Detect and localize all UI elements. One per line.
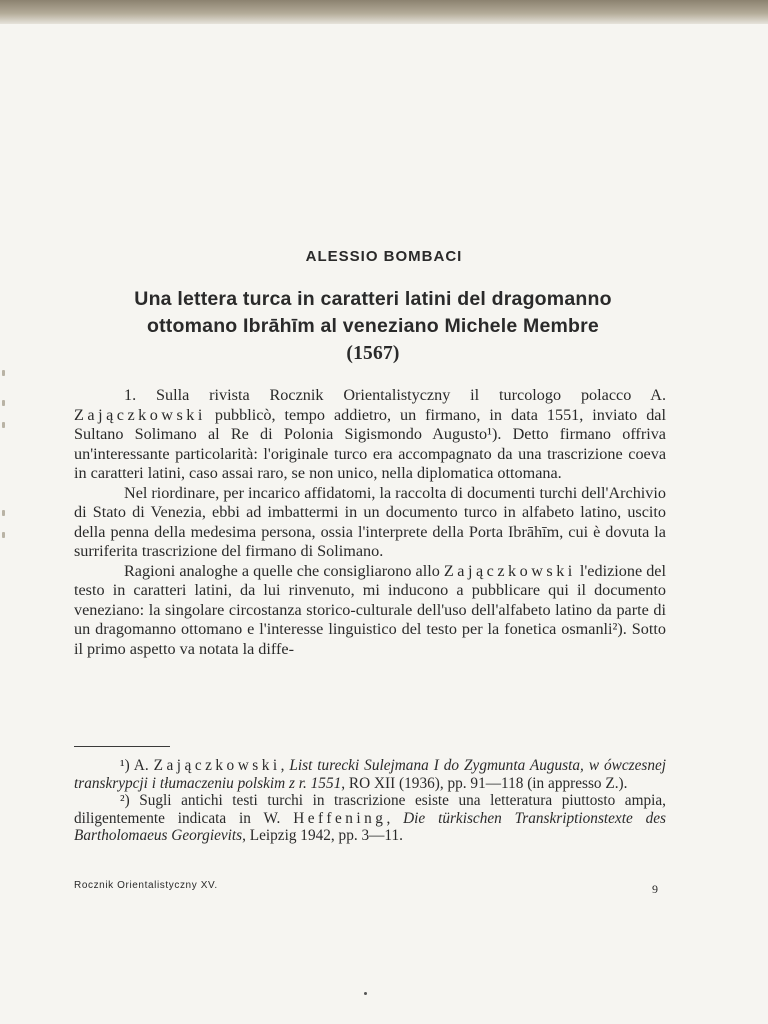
paragraph-2: Nel riordinare, per incarico affidatomi, la raccolta di documenti turchi dell'Archivio di Stato di Venezia, ebbi ad imbattermi in un documento turco in alfabeto latino, uscito della penna della medesima persona, ossia l'interprete della Porta Ibrāhīm, cui è dovuta la surriferita trascrizione del firmano di Solimano.	[74, 483, 666, 560]
paragraph-1	[74, 386, 666, 484]
footnote-2-text: ²) Sugli antichi testi turchi in trascrizione esiste una letteratura piuttosto ampia, diligentemente indicata in W.	[74, 792, 666, 827]
author-name-spaced: Zajączkowski	[443, 561, 576, 580]
article-title	[76, 286, 670, 367]
footnote-1-ref: , RO XII (1936), pp. 91—118 (in appresso Z.).	[341, 774, 628, 792]
title-year: (1567)	[346, 343, 400, 364]
footnote-2	[74, 792, 666, 845]
footnote-rule	[74, 746, 170, 747]
page-number: 9	[652, 882, 658, 896]
title-line-1: Una lettera turca in caratteri latini del dragomanno	[134, 288, 612, 310]
footnote-1-author: Zajączkowski	[153, 757, 281, 774]
paragraph-1-end: pubblicò, tempo addietro, un firmano, in data 1551, inviato dal Sultano Solimano al Re di Polonia Sigismondo Augusto¹). Detto firmano offriva un'interessante particolarità: l'originale turco era accompagnato da una trascrizione coeva in caratteri latini, caso assai raro, se non unico, nella diplomatica ottomana.	[74, 405, 666, 482]
paragraph-1-start: 1. Sulla rivista Rocznik Orientalistyczny il turcologo polacco A.	[124, 386, 666, 404]
footnote-1-sep: ,	[280, 757, 290, 774]
footnote-2-ref: , Leipzig 1942, pp. 3—11.	[242, 827, 403, 844]
paragraph-3-end: l'edizione del testo in caratteri latini, da lui rinvenuto, mi inducono a pubblicare qui il documento veneziano: la singolare circostanza storico-culturale dell'uso dell'alfabeto latino da parte di un dragomanno ottomano e l'interesse linguistico del testo per la fonetica osmanli²). Sotto il primo aspetto va notata la diffe-	[74, 561, 666, 658]
footnote-1-marker: ¹) A.	[120, 757, 154, 774]
footnote-2-author: Heffening	[293, 809, 387, 827]
footnote-2-sep: ,	[386, 809, 404, 827]
paragraph-3	[74, 562, 666, 660]
footnote-1	[74, 757, 666, 792]
footnote-2-title: Die türkischen Transkriptionstexte des Bartholomaeus Georgievits	[74, 809, 667, 844]
body-text	[74, 386, 666, 659]
author-name-spaced: Zajączkowski	[74, 405, 206, 424]
footnotes	[74, 757, 666, 845]
author-name: ALESSIO BOMBACI	[305, 248, 463, 265]
paragraph-3-start: Ragioni analoghe a quelle che consigliarono allo	[124, 561, 444, 580]
page-speck	[364, 992, 367, 995]
margin-marks	[0, 360, 10, 560]
running-footer: Rocznik Orientalistyczny XV.	[74, 880, 218, 891]
title-line-2: ottomano Ibrāhīm al veneziano Michele Membre	[147, 315, 599, 337]
footnote-1-title: List turecki Sulejmana I do Zygmunta Augusta, w ówczesnej transkrypcji i tłumaczeniu polskim z r. 1551	[74, 757, 667, 792]
book-top-edge	[0, 0, 768, 24]
